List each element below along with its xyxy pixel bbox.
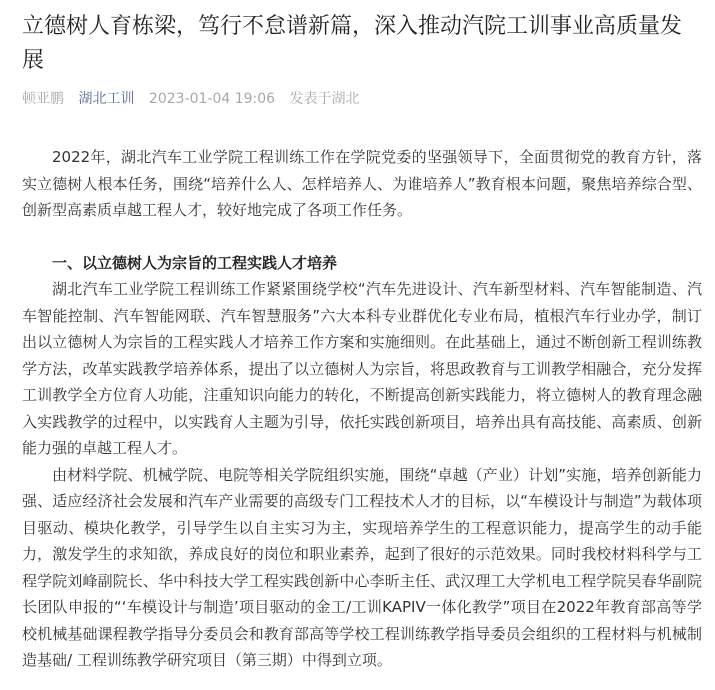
article-title: 立德树人育栋梁，笃行不怠谱新篇，深入推动汽院工训事业高质量发展: [22, 14, 683, 73]
article-meta: [22, 89, 370, 109]
paragraph-spacer: [22, 224, 702, 250]
section-heading: 一、以立德树人为宗旨的工程实践人才培养: [52, 253, 338, 272]
author-name: 顿亚鹏: [22, 91, 64, 107]
publish-location: 发表于湖北: [289, 91, 360, 107]
paragraph-body-2: 由材料学院、机械学院、电院等相关学院组织实施，围绕“卓越（产业）计划”实施，培养创新能力强、适应经济社会发展和汽车产业需要的高级专门工程技术人才的目标，以“车模设计与制造”为载体项目驱动、模块化教学，引导学生以自主实习为主，实现培养学生的工程意识能力，提高学生的动手能力，激发学生的求知欲，养成良好的岗位和职业素养，起到了很好的示范效果。同时我校材料科学与工程学院刘峰副院长、华中科技大学工程实践创新中心李昕主任、武汉理工大学机电工程学院吴春华副院长团队申报的“‘车模设计与制造’项目驱动的金工/工训KAPIV一体化教学”项目在2022年教育部高等学校机械基础课程教学指导分委员会和教育部高等学校工程训练教学指导委员会组织的工程材料与机械制造基础/ 工程训练教学研究项目（第三期）中得到立项。: [22, 465, 702, 669]
paragraph-intro: 2022年，湖北汽车工业学院工程训练工作在学院党委的坚强领导下，全面贯彻党的教育方针，落实立德树人根本任务，围绕“培养什么人、怎样培养人、为谁培养人”教育根本问题，聚焦培养综合型、创新型高素质卓越工程人才，较好地完成了各项工作任务。: [22, 148, 702, 219]
publish-time: 2023-01-04 19:06: [148, 91, 276, 107]
account-link[interactable]: 湖北工训: [78, 91, 135, 107]
article-content: [22, 144, 702, 674]
paragraph-body-1: 湖北汽车工业学院工程训练工作紧紧围绕学校“汽车先进设计、汽车新型材料、汽车智能制造、汽车智能控制、汽车智能网联、汽车智慧服务”六大本科专业群优化专业布局，植根汽车行业办学，制订出以立德树人为宗旨的工程实践人才培养工作方案和实施细则。在此基础上，通过不断创新工程训练教学方法，改革实践教学培养体系，提出了以立德树人为宗旨，将思政教育与工训教学相融合，充分发挥工训教学全方位育人功能，注重知识向能力的转化，不断提高创新实践能力，将立德树人的教育理念融入实践教学的过程中，以实践育人主题为引导，依托实践创新项目，培养出具有高技能、高素质、创新能力强的卓越工程人才。: [22, 280, 702, 457]
